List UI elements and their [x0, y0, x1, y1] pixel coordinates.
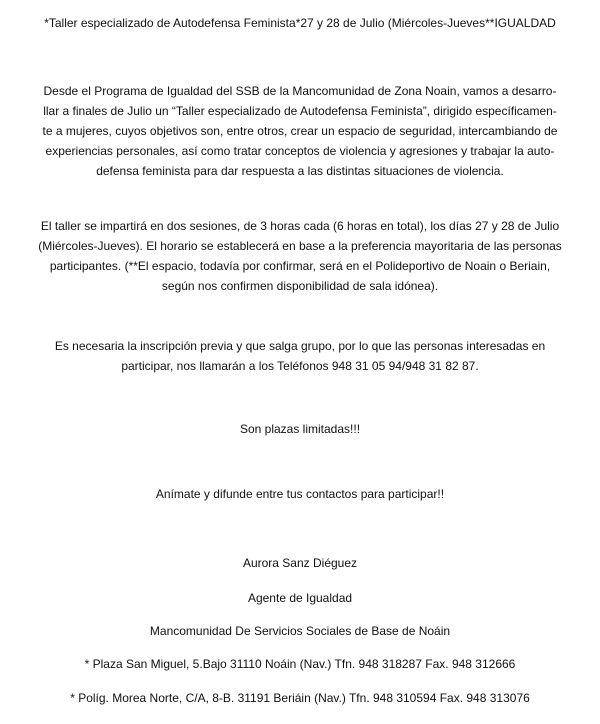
- signature-name: Aurora Sanz Diéguez: [242, 556, 358, 570]
- document-title: *Taller especializado de Autodefensa Feminista*27 y 28 de Julio (Miércoles-Jueves**IGUALDAD: [44, 16, 556, 30]
- paragraph-schedule-line: El taller se impartirá en dos sesiones, de 3 horas cada (6 horas en total), los días 27 y 28 de Julio: [40, 219, 560, 233]
- signature-role: Agente de Igualdad: [247, 591, 353, 605]
- paragraph-schedule-line: participantes. (**El espacio, todavía por confirmar, será en el Polideportivo de Noain o Beriain,: [49, 259, 551, 273]
- paragraph-schedule-line: (Miércoles-Jueves). El horario se establecerá en base a la preferencia mayoritaria de las personas: [38, 239, 562, 253]
- paragraph-intro-line: experiencias personales, así como tratar conceptos de violencia y agresiones y trabajar la auto-: [45, 144, 555, 158]
- paragraph-registration-line: Es necesaria la inscripción previa y que salga grupo, por lo que las personas interesadas en: [54, 339, 546, 353]
- paragraph-registration-line: participar, nos llamarán a los Teléfonos 948 31 05 94/948 31 82 87.: [121, 359, 479, 373]
- paragraph-intro: [0, 81, 600, 181]
- paragraph-intro-line: llar a finales de Julio un “Taller especializado de Autodefensa Feminista”, dirigido específicamen-: [43, 104, 557, 118]
- paragraph-intro-line: defensa feminista para dar respuesta a las distintas situaciones de violencia.: [96, 164, 504, 178]
- signature-organization: Mancomunidad De Servicios Sociales de Base de Noáin: [149, 624, 451, 638]
- signature-address-noain: * Plaza San Miguel, 5.Bajo 31110 Noáin (Nav.) Tfn. 948 318287 Fax. 948 312666: [84, 657, 516, 671]
- limited-places-note: Son plazas limitadas!!!: [239, 422, 361, 436]
- paragraph-schedule-line: según nos confirmen disponibilidad de sala idónea).: [161, 279, 439, 293]
- paragraph-schedule: [0, 216, 600, 296]
- signature-address-beriain: * Políg. Morea Norte, C/A, 8-B. 31191 Beriáin (Nav.) Tfn. 948 310594 Fax. 948 313076: [70, 691, 530, 705]
- paragraph-intro-line: Desde el Programa de Igualdad del SSB de la Mancomunidad de Zona Noain, vamos a desarro-: [43, 84, 557, 98]
- paragraph-intro-line: te a mujeres, cuyos objetivos son, entre otros, crear un espacio de seguridad, intercambiando de: [42, 124, 558, 138]
- paragraph-registration: [0, 336, 600, 376]
- share-note: Anímate y difunde entre tus contactos para participar!!: [155, 487, 445, 501]
